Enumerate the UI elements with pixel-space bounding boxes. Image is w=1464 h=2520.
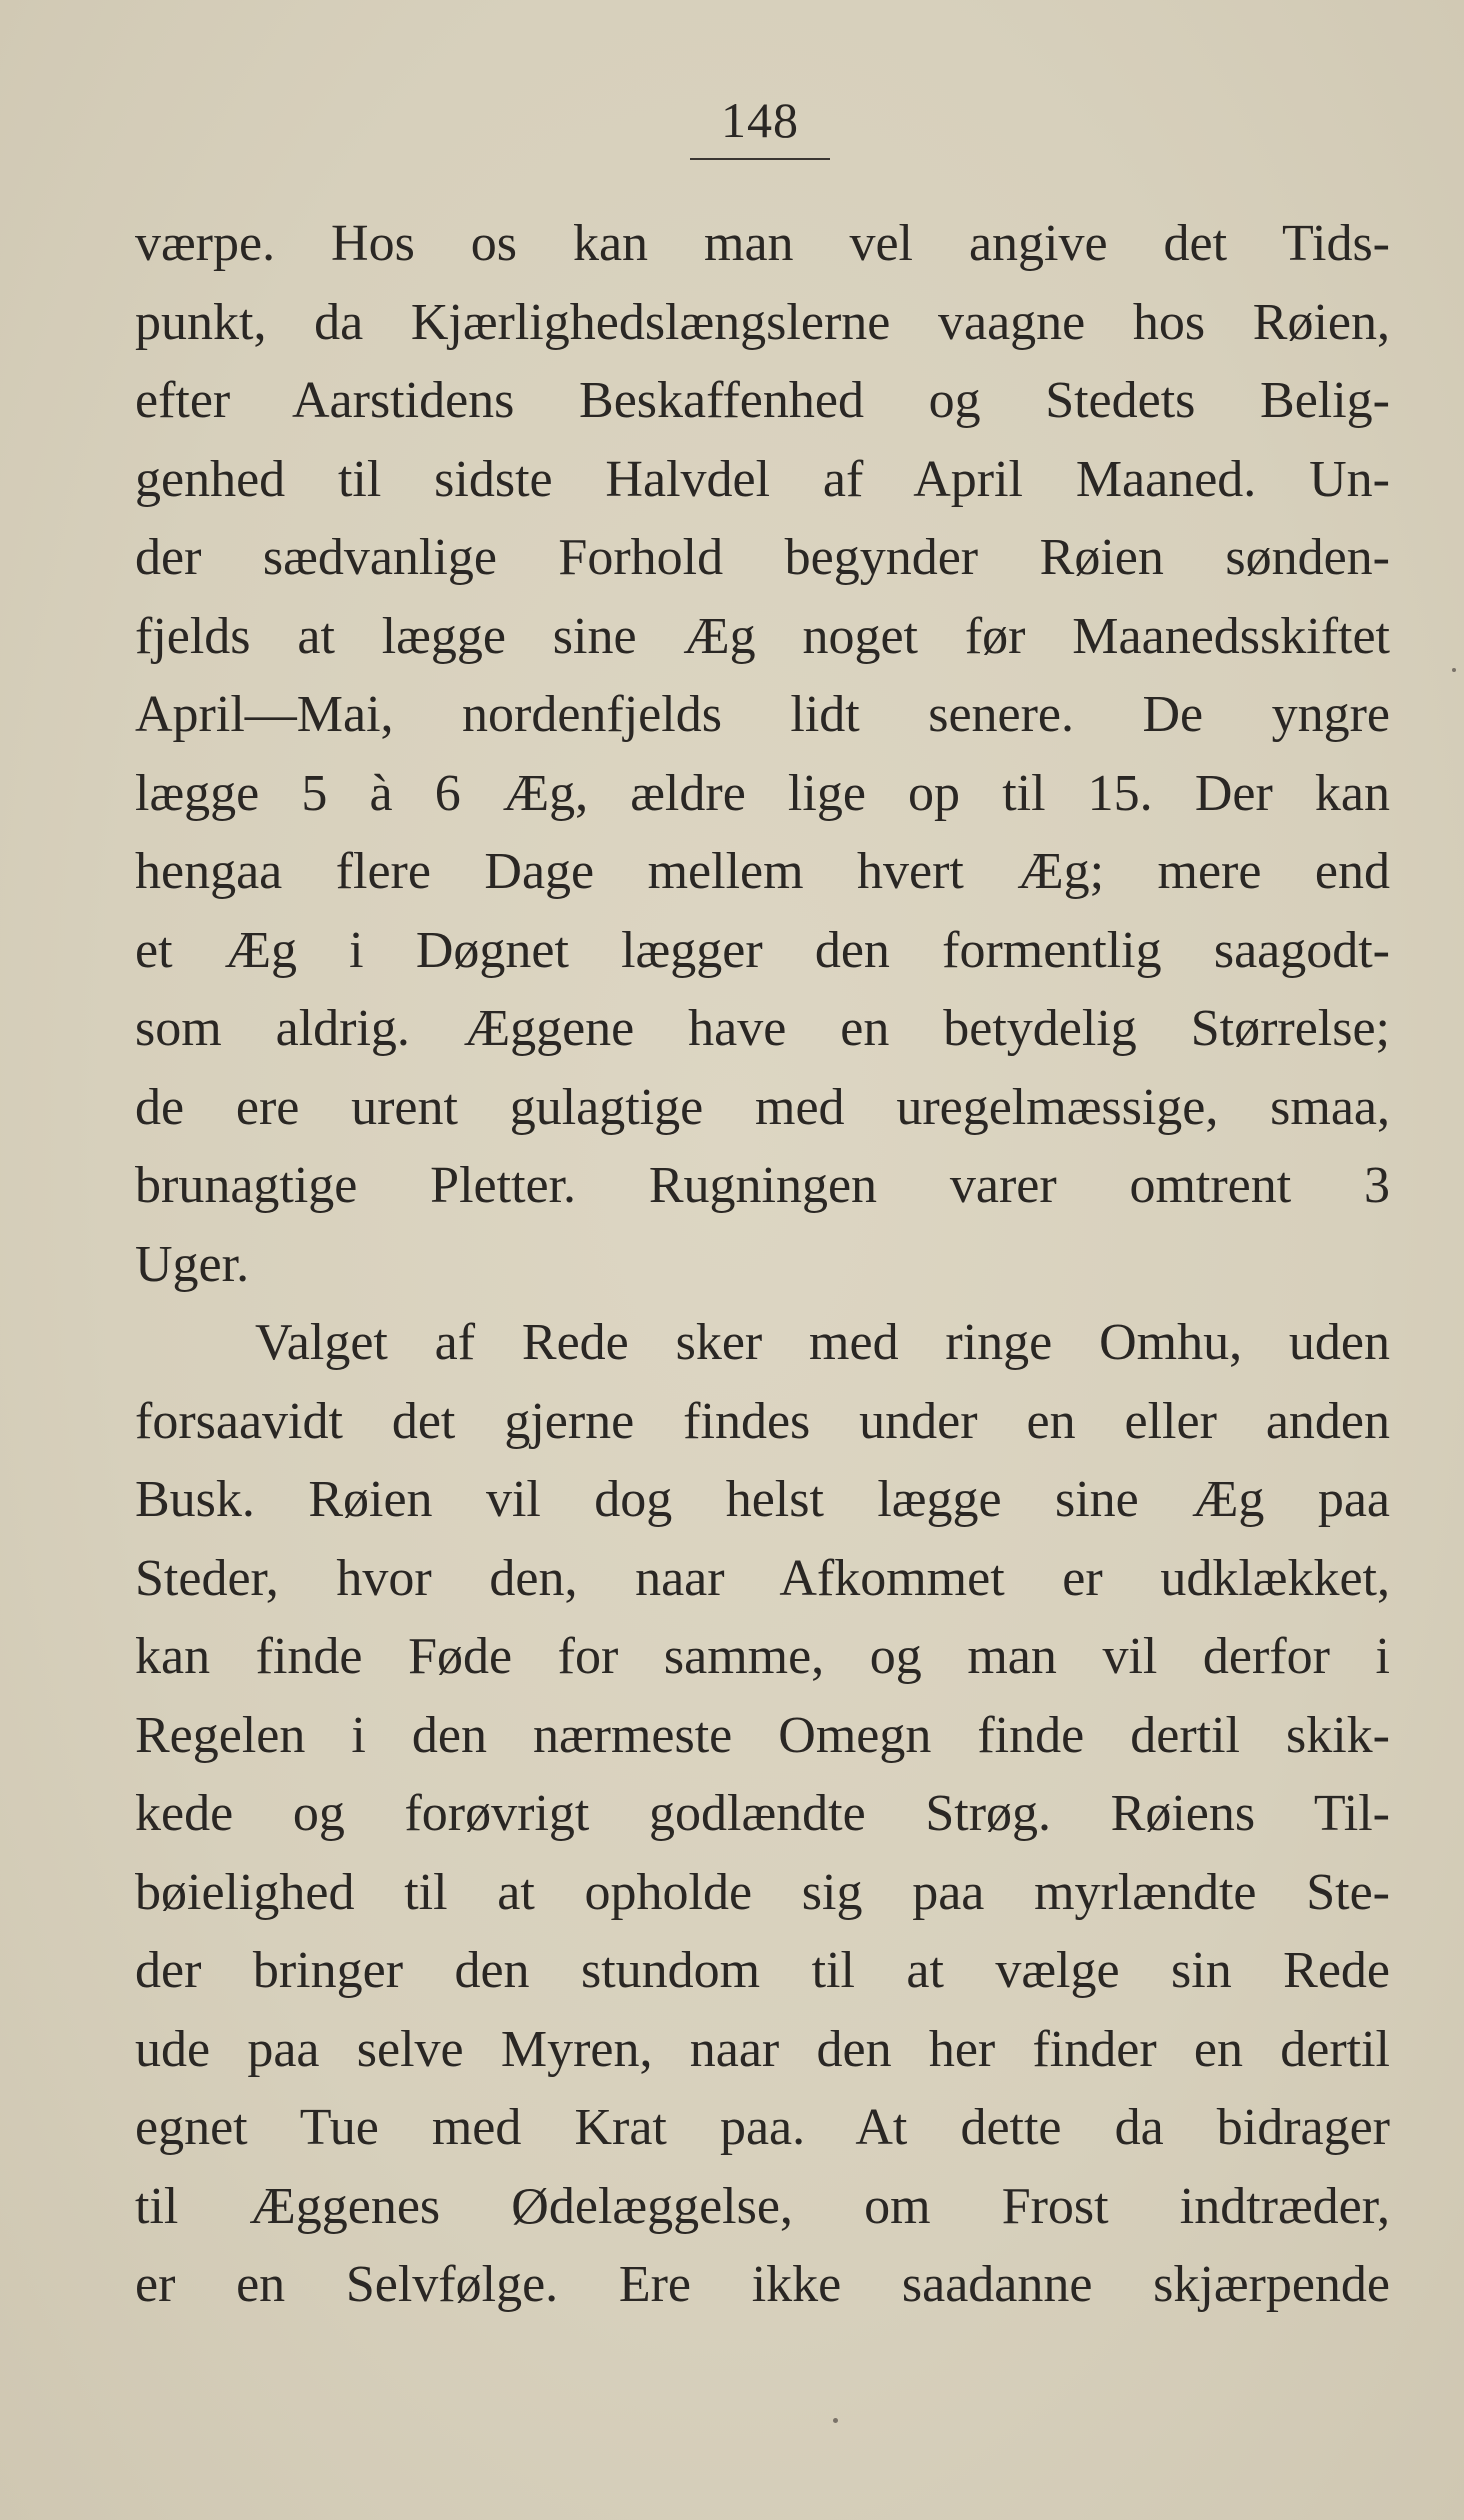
text-line: der sædvanlige Forhold begynder Røien sønden-	[135, 529, 1390, 586]
text-line: genhed til sidste Halvdel af April Maaned. Un-	[135, 450, 1390, 508]
text-line: Steder, hvor den, naar Afkommet er udklækket,	[135, 1549, 1390, 1607]
text-line: kede og forøvrigt godlændte Strøg. Røiens Til-	[135, 1785, 1390, 1842]
text-line: værpe. Hos os kan man vel angive det Tids-	[135, 215, 1390, 272]
text-line: som aldrig. Æggene have en betydelig Størrelse;	[135, 1000, 1390, 1057]
text-line: brunagtige Pletter. Rugningen varer omtrent 3	[135, 1157, 1390, 1214]
page-number: 148	[721, 92, 799, 148]
text-line: efter Aarstidens Beskaffenhed og Stedets Belig-	[135, 372, 1390, 429]
text-line: der bringer den stundom til at vælge sin Rede	[135, 1942, 1390, 1999]
text-line: forsaavidt det gjerne findes under en eller anden	[135, 1392, 1390, 1450]
text-line: Busk. Røien vil dog helst lægge sine Æg paa	[135, 1471, 1390, 1528]
text-line: Uger.	[135, 1235, 250, 1293]
text-line: egnet Tue med Krat paa. At dette da bidrager	[135, 2099, 1390, 2156]
ink-speck	[833, 2418, 838, 2423]
text-line: ude paa selve Myren, naar den her finder en dertil	[135, 2020, 1390, 2078]
text-line: fjelds at lægge sine Æg noget før Maanedsskiftet	[135, 607, 1390, 665]
text-line: de ere urent gulagtige med uregelmæssige, smaa,	[135, 1078, 1390, 1136]
body-text	[135, 205, 1390, 2325]
text-line: Valget af Rede sker med ringe Omhu, uden	[255, 1314, 1390, 1371]
header-rule	[690, 158, 830, 160]
text-line: punkt, da Kjærlighedslængslerne vaagne hos Røien,	[135, 293, 1390, 351]
text-line: er en Selvfølge. Ere ikke saadanne skjærpende	[135, 2256, 1390, 2313]
text-line: et Æg i Døgnet lægger den formentlig saagodt-	[135, 921, 1390, 979]
text-line: til Æggenes Ødelæggelse, om Frost indtræder,	[135, 2177, 1390, 2235]
text-line: Regelen i den nærmeste Omegn finde dertil skik-	[135, 1706, 1390, 1764]
text-line: lægge 5 à 6 Æg, ældre lige op til 15. Der kan	[135, 764, 1390, 822]
paragraph-1	[135, 205, 1390, 1304]
text-line: kan finde Føde for samme, og man vil derfor i	[135, 1628, 1390, 1685]
text-line: April—Mai, nordenfjelds lidt senere. De yngre	[135, 686, 1390, 743]
ink-speck	[1452, 668, 1456, 672]
text-line: hengaa flere Dage mellem hvert Æg; mere end	[135, 843, 1390, 900]
text-line: bøielighed til at opholde sig paa myrlændte Ste-	[135, 1863, 1390, 1921]
paragraph-2	[135, 1304, 1390, 2325]
